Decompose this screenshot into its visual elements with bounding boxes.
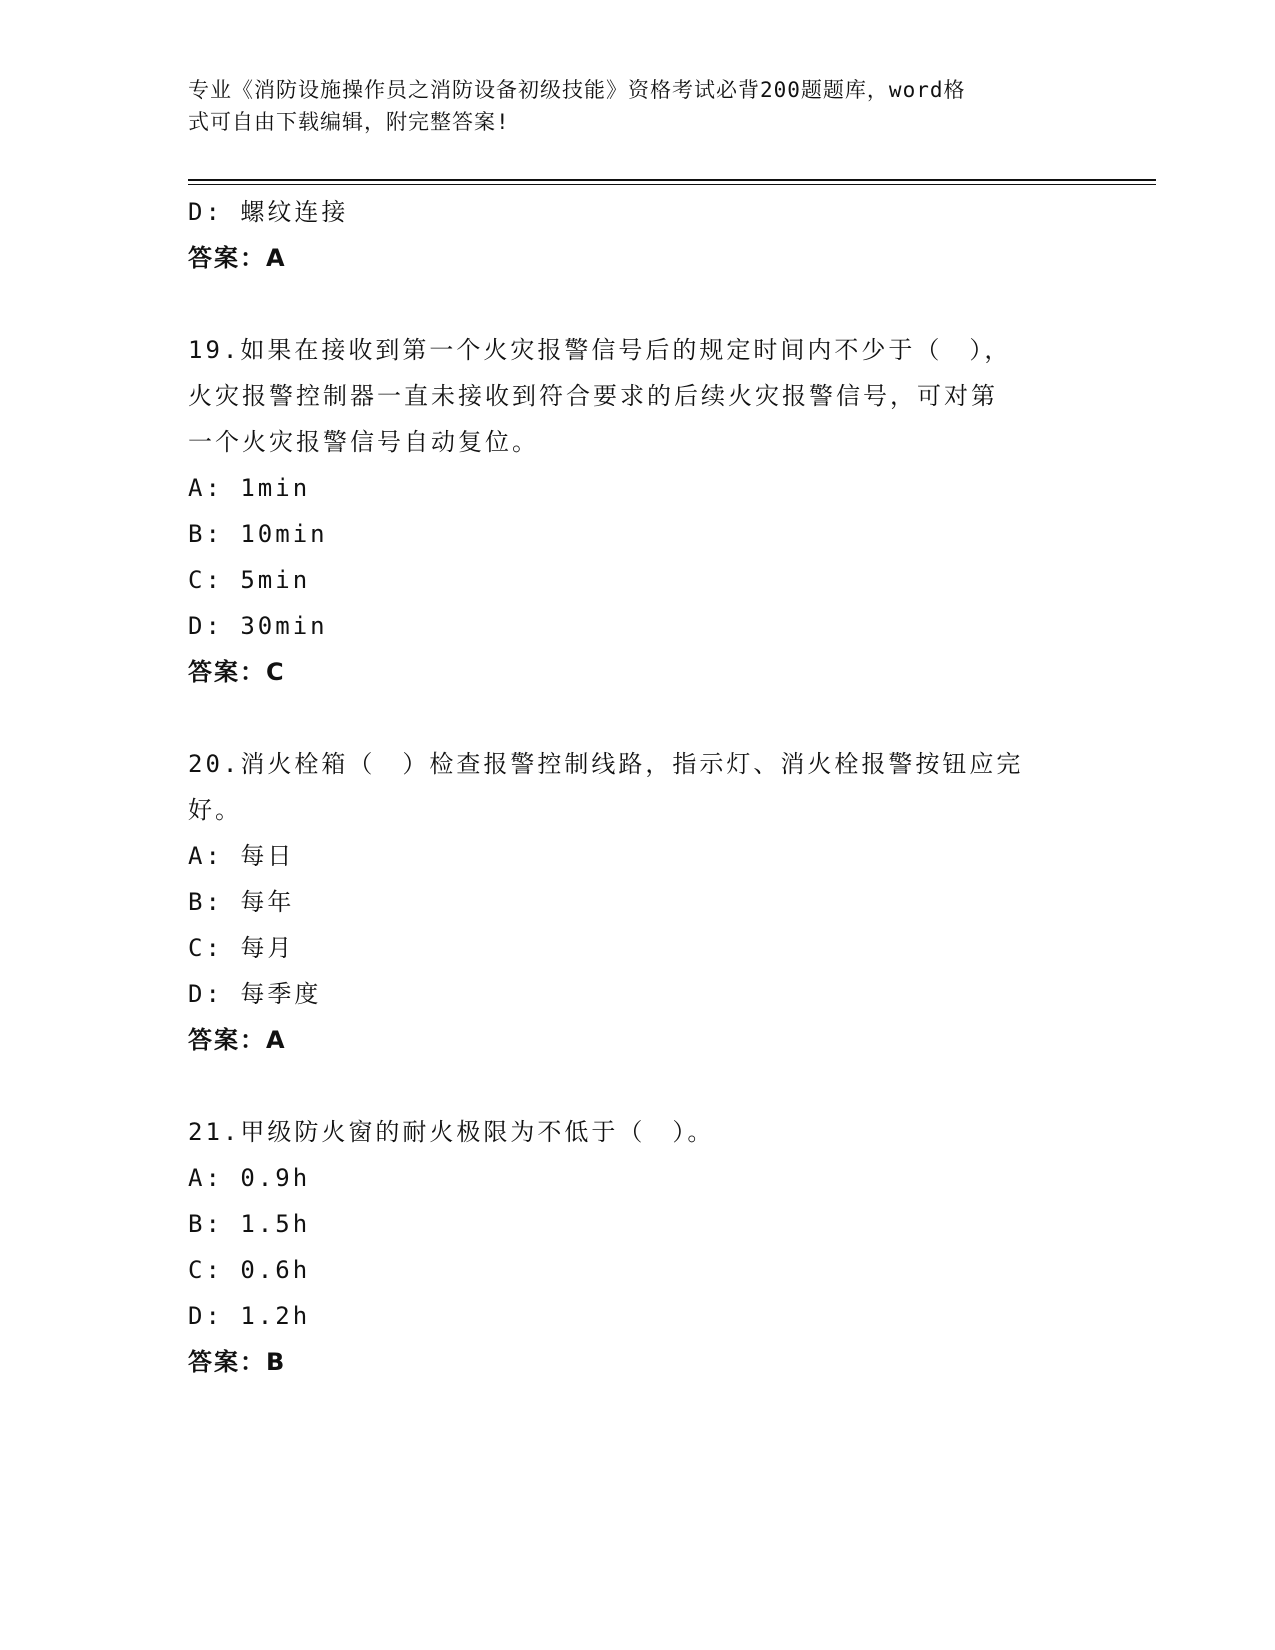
question-20 bbox=[188, 741, 1088, 1063]
option-d: D: 每季度 bbox=[188, 980, 322, 1008]
question-21 bbox=[188, 1109, 1088, 1385]
question-text-line: 21.甲级防火窗的耐火极限为不低于（ ）。 bbox=[188, 1118, 715, 1146]
question-text-line: 好。 bbox=[188, 796, 242, 824]
option-c: C: 每月 bbox=[188, 934, 295, 962]
question-list bbox=[188, 189, 1088, 1385]
header-line-2: 式可自由下载编辑，附完整答案! bbox=[188, 110, 510, 134]
option-c: C: 0.6h bbox=[188, 1256, 311, 1284]
header-divider-thin bbox=[188, 184, 1156, 185]
previous-question-tail bbox=[188, 189, 1088, 281]
option-a: A: 每日 bbox=[188, 842, 295, 870]
header-line-1: 专业《消防设施操作员之消防设备初级技能》资格考试必背200题题库，word格 bbox=[188, 78, 966, 102]
spacer bbox=[188, 1063, 1088, 1109]
option-d: D: 30min bbox=[188, 612, 328, 640]
option-d: D: 螺纹连接 bbox=[188, 198, 349, 226]
header-divider-thick bbox=[188, 179, 1156, 181]
option-b: B: 1.5h bbox=[188, 1210, 311, 1238]
option-a: A: 0.9h bbox=[188, 1164, 311, 1192]
option-c: C: 5min bbox=[188, 566, 311, 594]
answer-line: 答案：B bbox=[188, 1348, 287, 1376]
answer-line: 答案：A bbox=[188, 1026, 287, 1054]
option-a: A: 1min bbox=[188, 474, 311, 502]
option-b: B: 10min bbox=[188, 520, 328, 548]
answer-line: 答案：A bbox=[188, 244, 287, 272]
answer-line: 答案：C bbox=[188, 658, 286, 686]
option-b: B: 每年 bbox=[188, 888, 295, 916]
question-text-line: 20.消火栓箱（ ）检查报警控制线路，指示灯、消火栓报警按钮应完 bbox=[188, 750, 1024, 778]
question-19 bbox=[188, 327, 1088, 695]
option-d: D: 1.2h bbox=[188, 1302, 311, 1330]
document-header bbox=[188, 74, 1068, 138]
question-text-line: 一个火灾报警信号自动复位。 bbox=[188, 428, 539, 456]
spacer bbox=[188, 695, 1088, 741]
spacer bbox=[188, 281, 1088, 327]
question-text-line: 19.如果在接收到第一个火灾报警信号后的规定时间内不少于（ ）， bbox=[188, 336, 1012, 364]
question-text-line: 火灾报警控制器一直未接收到符合要求的后续火灾报警信号，可对第 bbox=[188, 382, 998, 410]
